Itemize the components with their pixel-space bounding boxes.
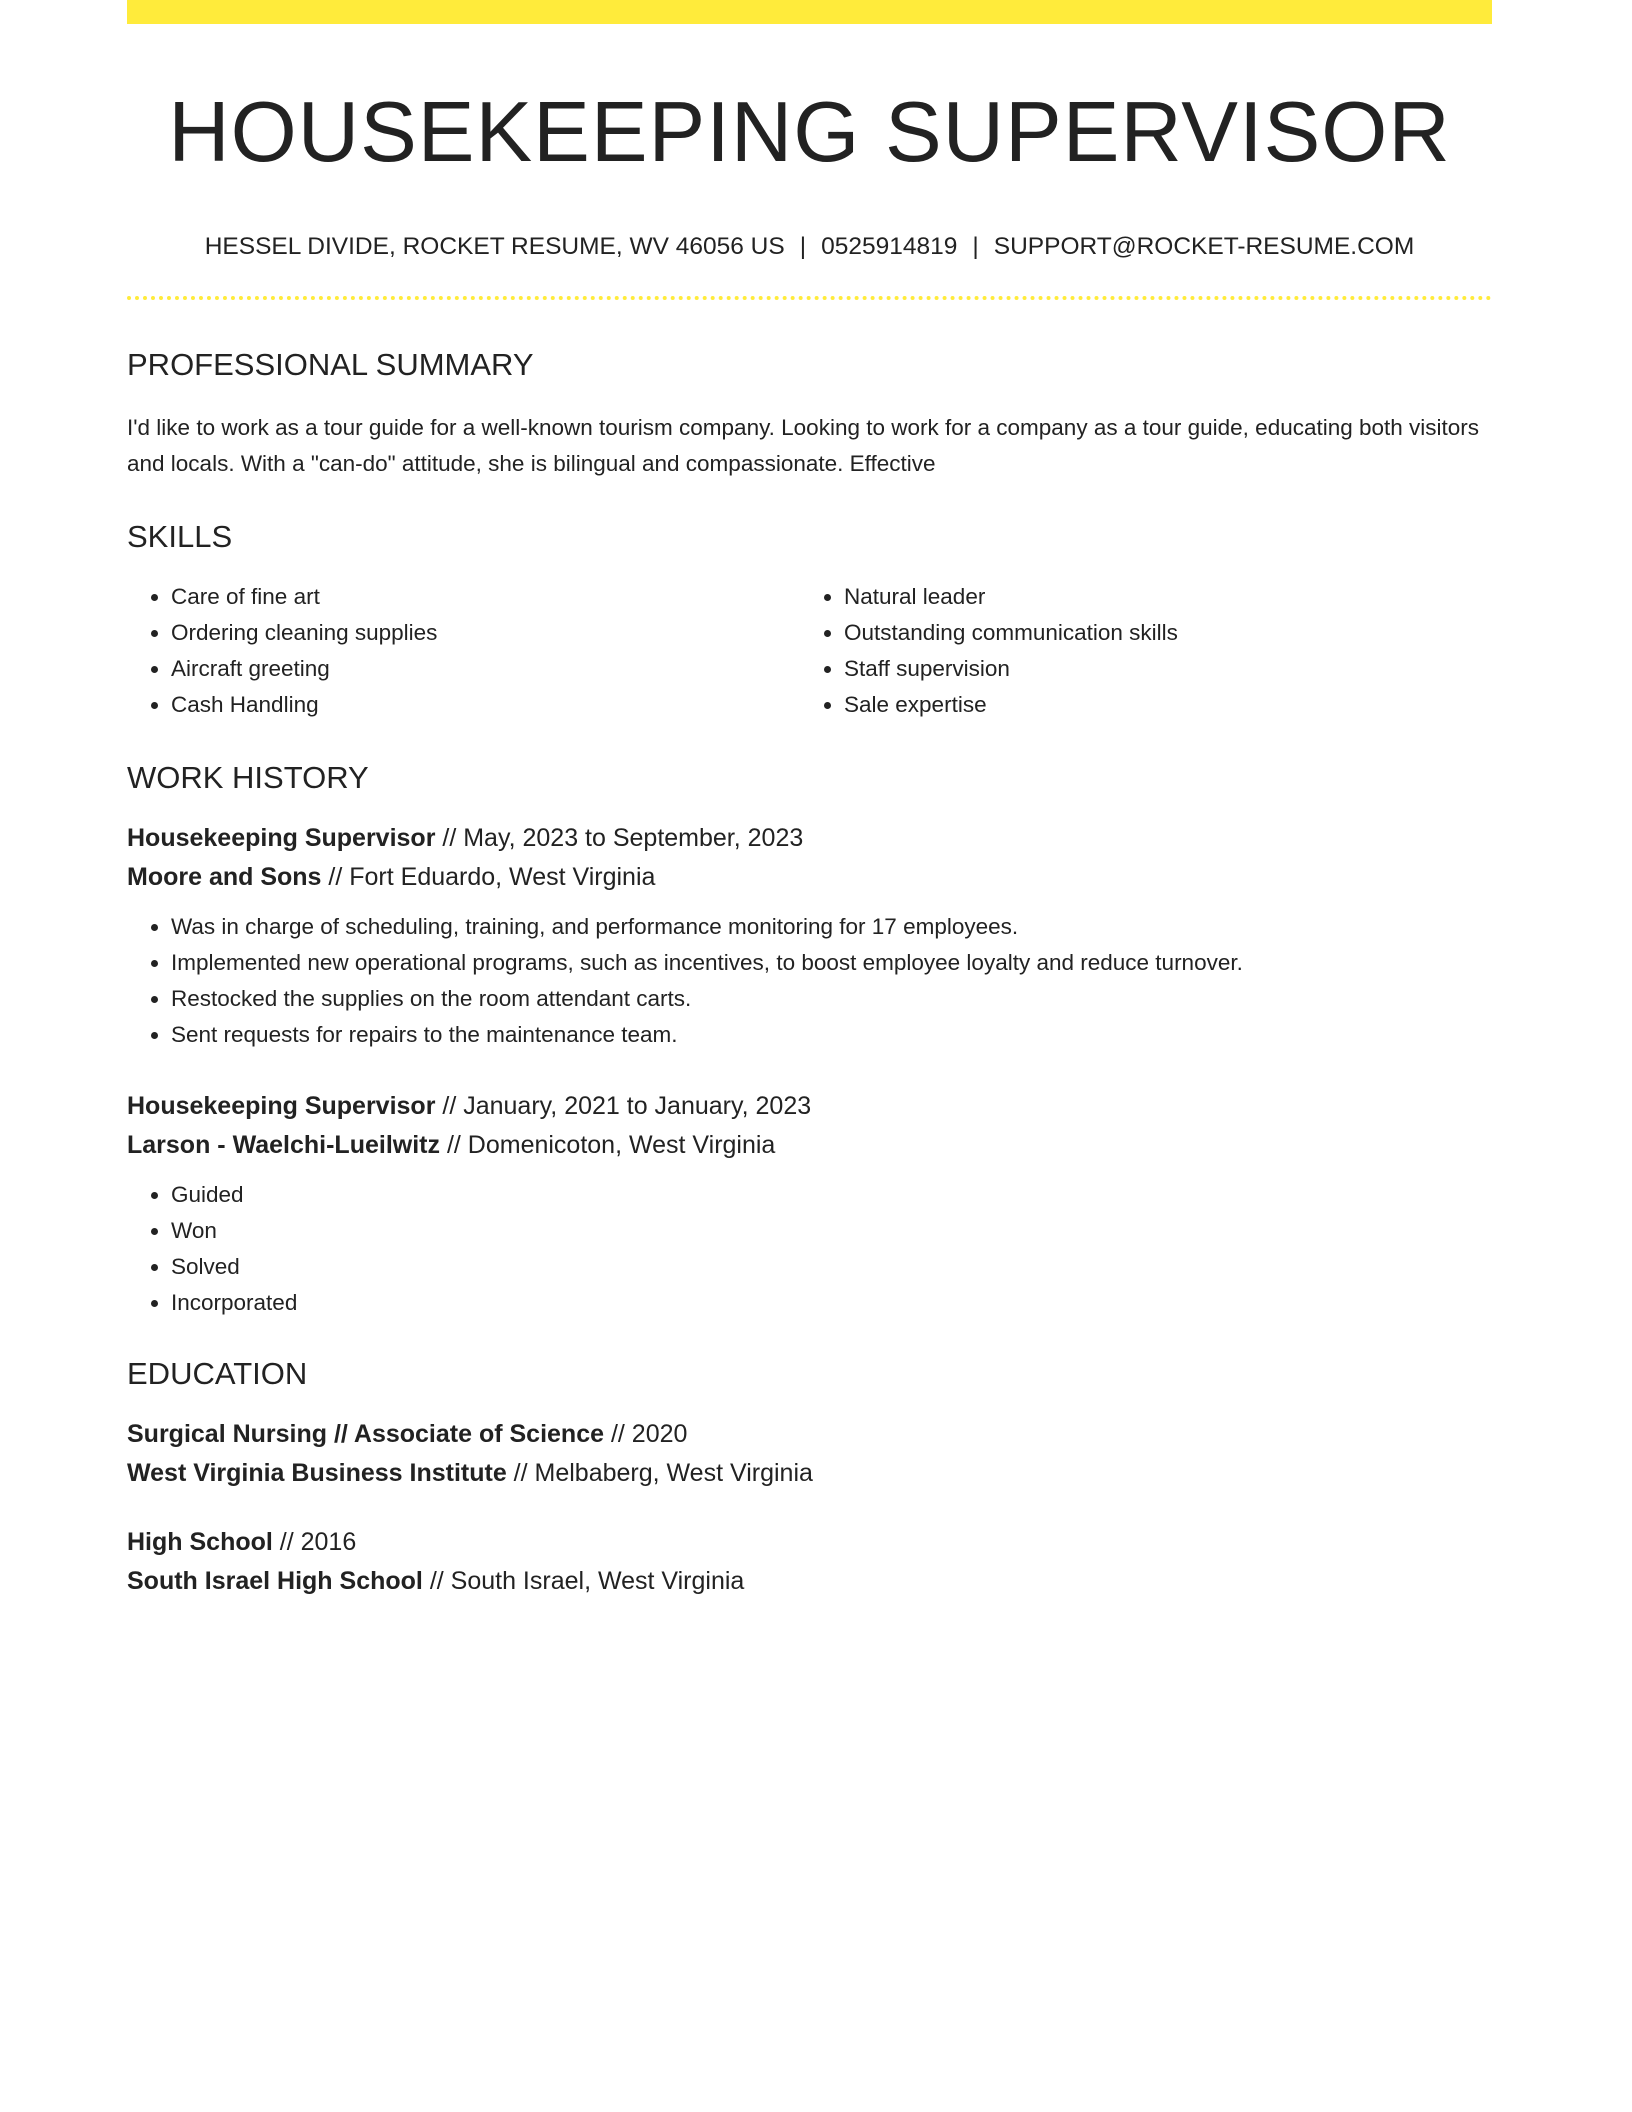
skill-item: • Sale expertise (844, 687, 1473, 723)
skill-item: • Staff supervision (844, 651, 1473, 687)
job-role: Housekeeping Supervisor (127, 823, 436, 852)
skill-item: • Cash Handling (171, 687, 800, 723)
job-bullet: • Solved (171, 1249, 1492, 1285)
education-entry (127, 1523, 1492, 1601)
contact-line (127, 232, 1492, 261)
job-company: Larson - Waelchi-Lueilwitz (127, 1130, 440, 1159)
skill-item: • Ordering cleaning supplies (171, 615, 800, 651)
job-bullet: • Implemented new operational programs, such as incentives, to boost employee loyalty and reduce turnover. (171, 945, 1492, 981)
contact-address: HESSEL DIVIDE, ROCKET RESUME, WV 46056 US (204, 233, 785, 260)
education-location: // South Israel, West Virginia (422, 1567, 745, 1596)
job-location: // Domenicoton, West Virginia (440, 1130, 776, 1159)
resume-page (127, 0, 1492, 1601)
skills-column-left (127, 579, 800, 723)
education-degree-line (127, 1523, 1492, 1562)
education-heading: EDUCATION (127, 1355, 308, 1391)
skill-item: • Care of fine art (171, 579, 800, 615)
job-company: Moore and Sons (127, 862, 322, 891)
work-history-heading: WORK HISTORY (127, 759, 369, 795)
job-bullet: • Guided (171, 1177, 1492, 1213)
education-year: // 2020 (604, 1420, 688, 1449)
education-degree-line (127, 1415, 1492, 1454)
job-company-line (127, 1126, 1492, 1165)
summary-heading: PROFESSIONAL SUMMARY (127, 347, 534, 383)
job-bullets (127, 1177, 1492, 1321)
education-school: West Virginia Business Institute (127, 1459, 507, 1488)
job-bullet: • Was in charge of scheduling, training, and performance monitoring for 17 employees. (171, 909, 1492, 945)
contact-phone: 0525914819 (821, 233, 958, 260)
education-entry (127, 1415, 1492, 1493)
education-school-line (127, 1454, 1492, 1493)
job-entry (127, 819, 1492, 1053)
contact-separator: | (972, 233, 979, 260)
job-bullet: • Sent requests for repairs to the maintenance team. (171, 1017, 1492, 1053)
job-bullet: • Won (171, 1213, 1492, 1249)
job-title-line (127, 819, 1492, 858)
education-degree: High School (127, 1528, 273, 1557)
job-bullet: • Restocked the supplies on the room attendant carts. (171, 981, 1492, 1017)
top-accent-bar (127, 0, 1492, 24)
skill-item: • Aircraft greeting (171, 651, 800, 687)
skills-list (127, 579, 1492, 723)
skills-column-right (800, 579, 1473, 723)
summary-text: I'd like to work as a tour guide for a well-known tourism company. Looking to work for a company as a tour guide, educating both visitors and locals. With a "can-do" attitude, she is bilingual and compassionate. Effective (127, 414, 1480, 476)
contact-separator: | (799, 233, 807, 260)
skill-item: • Outstanding communication skills (844, 615, 1473, 651)
job-bullets (127, 909, 1492, 1053)
job-entry (127, 1087, 1492, 1321)
resume-name-heading: HOUSEKEEPING SUPERVISOR (168, 85, 1451, 180)
education-school-line (127, 1562, 1492, 1601)
skills-heading: SKILLS (127, 518, 233, 554)
job-bullet: • Incorporated (171, 1285, 1492, 1321)
education-location: // Melbaberg, West Virginia (506, 1459, 813, 1488)
education-year: // 2016 (272, 1528, 357, 1557)
job-dates: // January, 2021 to January, 2023 (435, 1091, 812, 1120)
job-location: // Fort Eduardo, West Virginia (321, 862, 656, 891)
job-dates: // May, 2023 to September, 2023 (435, 823, 804, 852)
contact-email: SUPPORT@ROCKET-RESUME.COM (993, 233, 1415, 260)
education-school: South Israel High School (127, 1567, 423, 1596)
education-degree: Surgical Nursing // Associate of Science (127, 1420, 605, 1449)
job-company-line (127, 858, 1492, 897)
skill-item: • Natural leader (844, 579, 1473, 615)
job-title-line (127, 1087, 1492, 1126)
job-role: Housekeeping Supervisor (127, 1091, 436, 1120)
dotted-divider (127, 296, 1492, 300)
